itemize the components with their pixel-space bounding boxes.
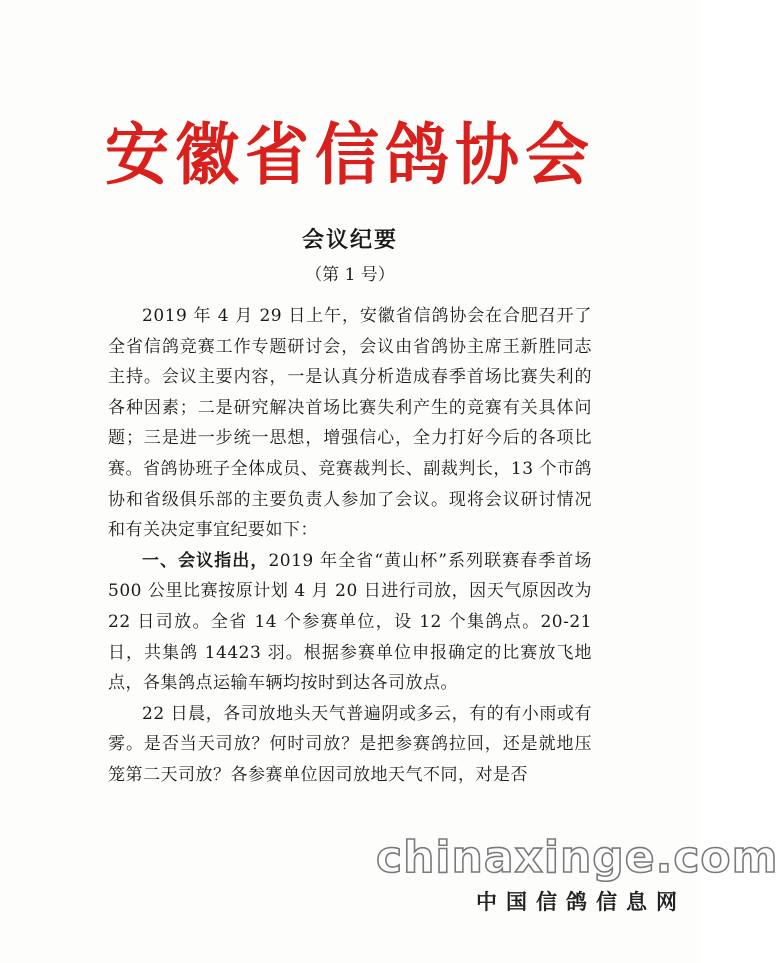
paragraph-text: 2019 年全省“黄山杯”系列联赛春季首场 500 公里比赛按原计划 4 月 20 日进行司放，因天气原因改为 22 日司放。全省 14 个参赛单位，设 12 个集鸽点。20-21 日，共集鸽 14423 羽。根据参赛单位申报确定的比赛放飞地点，各集鸽点运输车辆均按时到达各司放点。 (108, 550, 592, 694)
paragraph-text: 22 日晨，各司放地头天气普遍阴或多云，有的有小雨或有雾。是否当天司放？何时司放？是把参赛鸽拉回，还是就地压笼第二天司放？各参赛单位因司放地天气不同，对是否 (108, 703, 592, 785)
watermark-domain: chinaxinge.com (376, 832, 779, 883)
paragraph-lead: 一、会议指出， (142, 550, 269, 571)
site-watermark (376, 832, 779, 932)
document-title: 会议纪要 (301, 228, 398, 253)
body-paragraph-2 (108, 546, 592, 699)
document-number: （第 1 号） (305, 265, 395, 285)
body-paragraph-3 (108, 699, 592, 791)
document-body (108, 301, 592, 791)
letterhead-org-name: 安徽省信鸽协会 (105, 116, 595, 195)
paragraph-text: 2019 年 4 月 29 日上午，安徽省信鸽协会在合肥召开了全省信鸽竞赛工作专题研讨会，会议由省鸽协主席王新胜同志主持。会议主要内容，一是认真分析造成春季首场比赛失利的各种因素；二是研究解决首场比赛失利产生的竞赛有关具体问题；三是进一步统一思想，增强信心，全力打好今后的各项比赛。省鸽协班子全体成员、竞赛裁判长、副裁判长，13 个市鸽协和省级俱乐部的主要负责人参加了会议。现将会议研讨情况和有关决定事宜纪要如下： (108, 306, 592, 541)
watermark-site-name: 中国信鸽信息网 (476, 890, 686, 914)
body-paragraph-1 (108, 301, 592, 546)
